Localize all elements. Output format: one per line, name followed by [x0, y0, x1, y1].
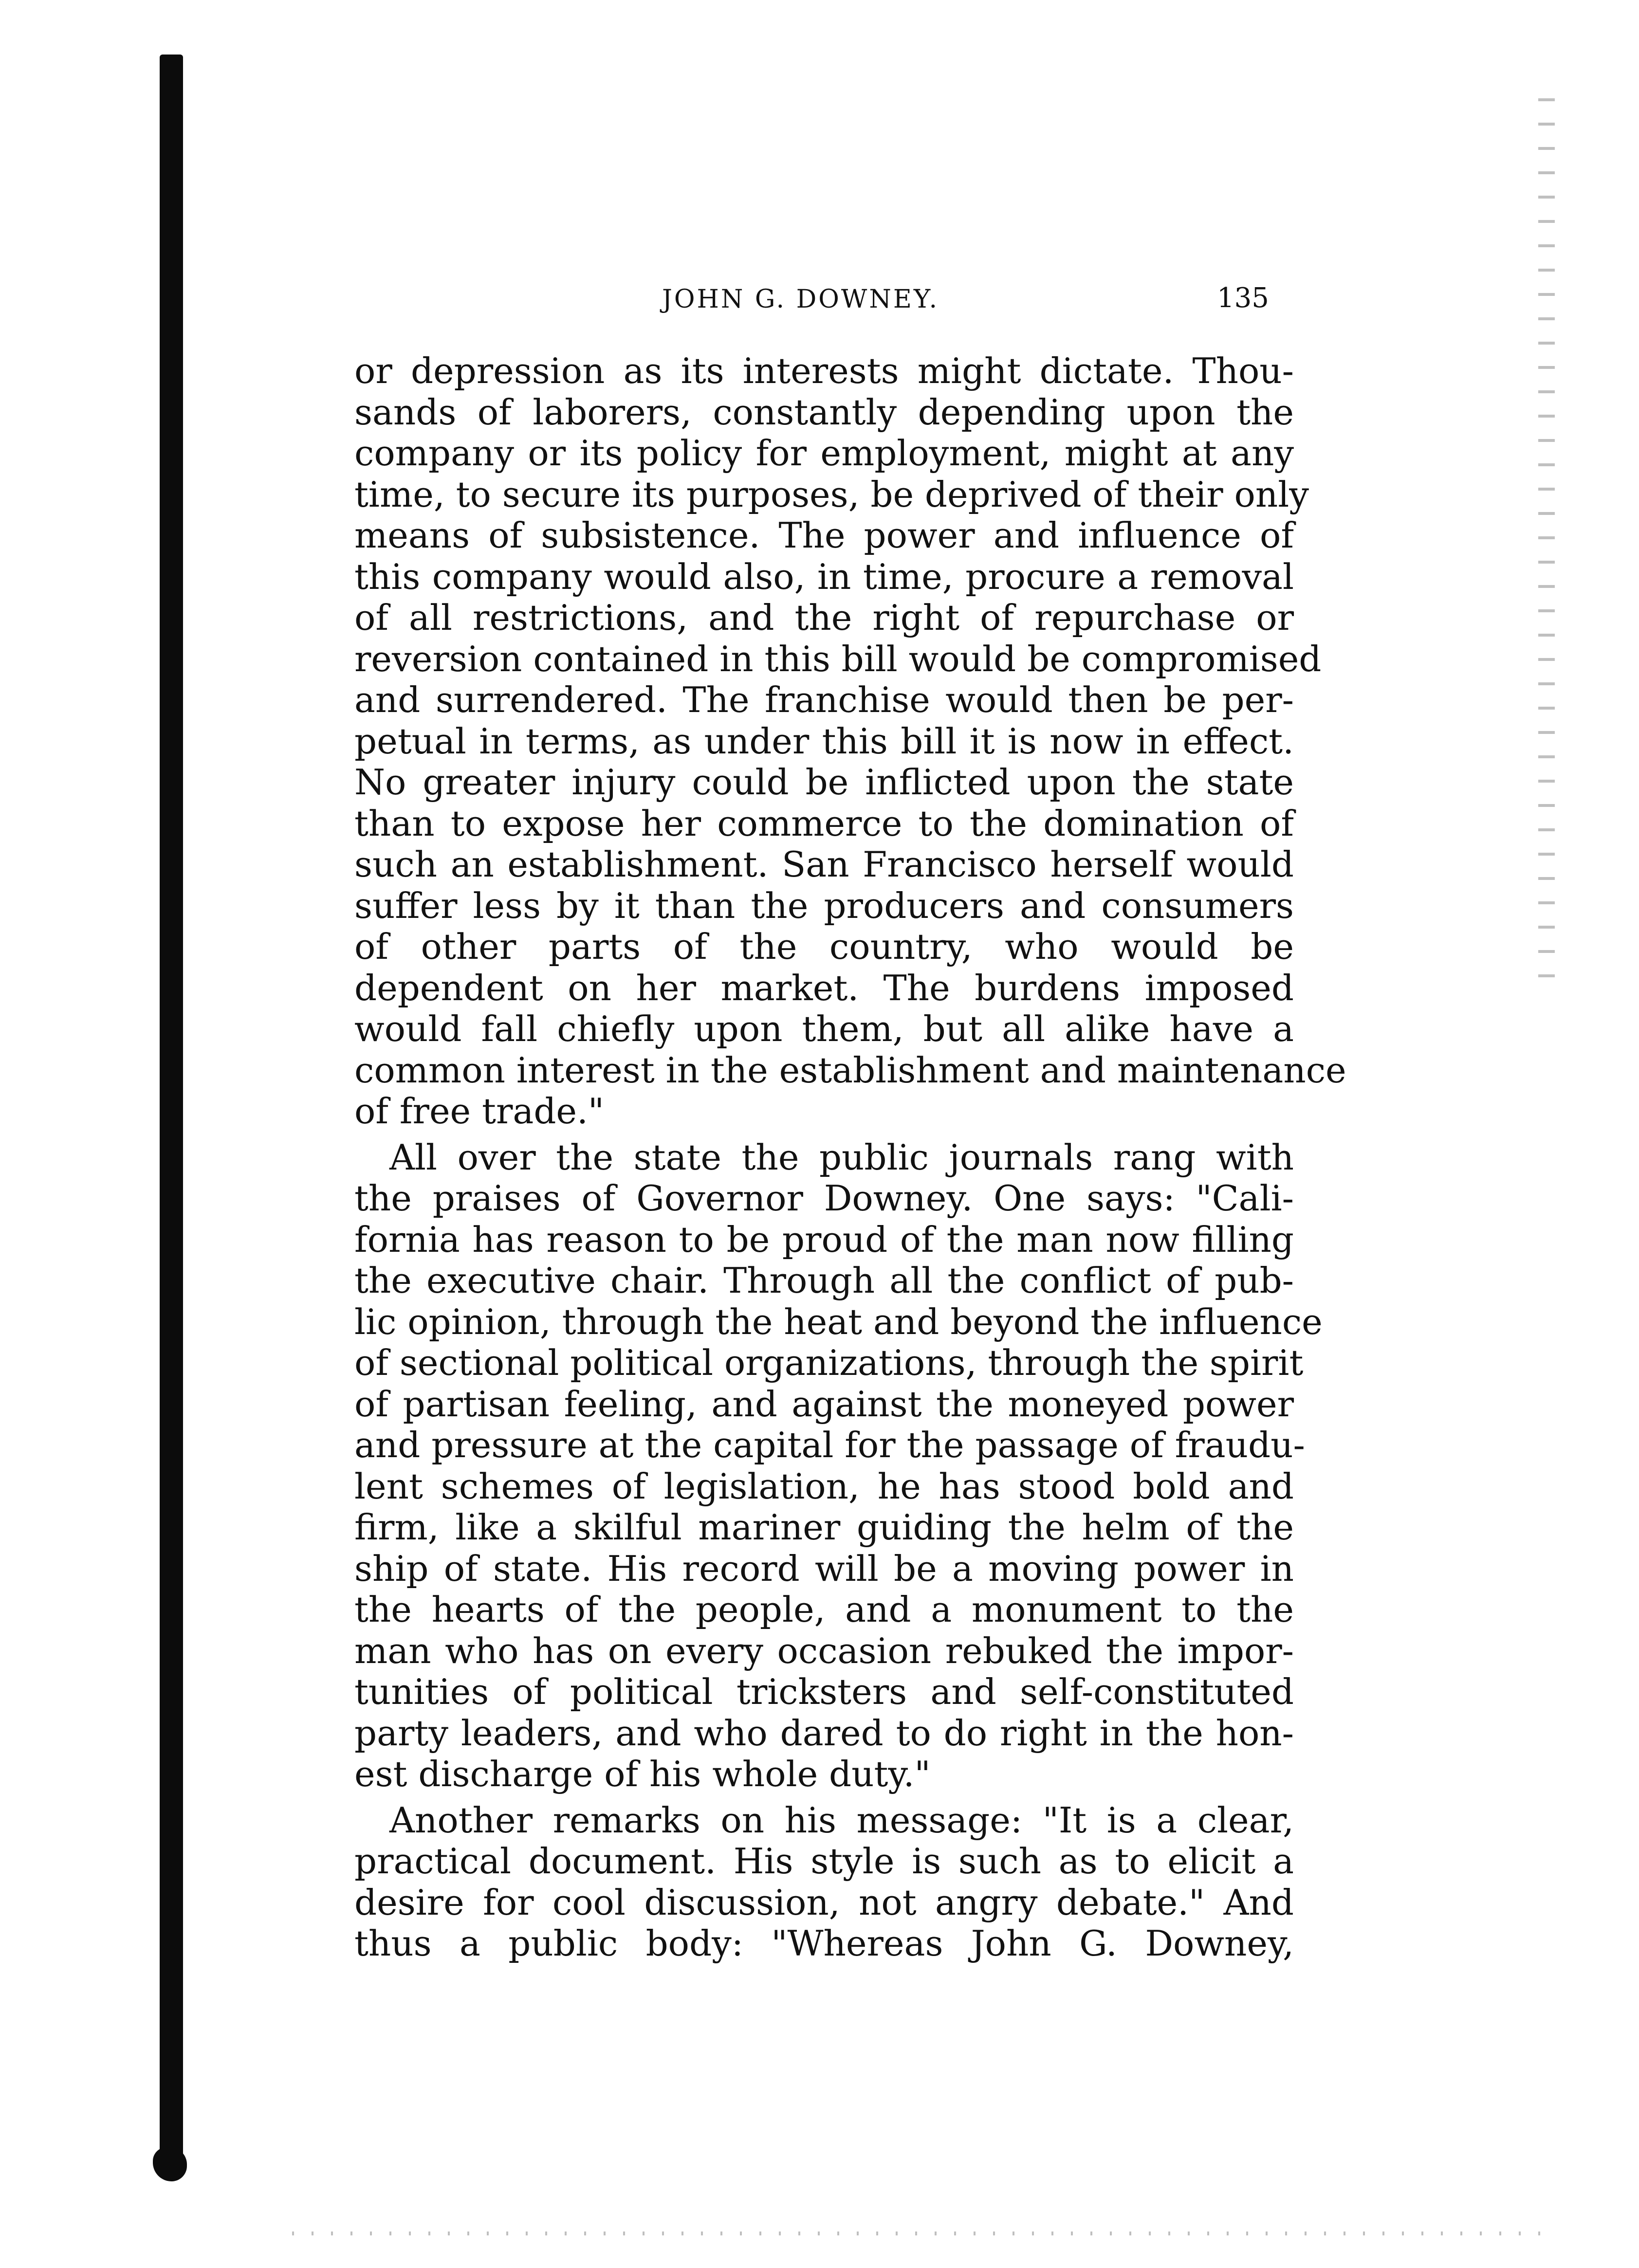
paragraph-first-line: Another remarks on his message: "It is a clear, — [389, 1799, 1294, 1841]
text-line: time, to secure its purposes, be deprived of their only — [354, 474, 1309, 515]
text-line: party leaders, and who dared to do right in the hon- — [354, 1712, 1294, 1754]
text-line: lent schemes of legislation, he has stood bold and — [354, 1465, 1294, 1507]
text-line: petual in terms, as under this bill it is now in effect. — [354, 720, 1294, 762]
text-line: and pressure at the capital for the passage of fraudu- — [354, 1425, 1305, 1465]
text-line: lic opinion, through the heat and beyond the influence — [354, 1301, 1323, 1342]
body-text — [354, 350, 1346, 1964]
text-line: desire for cool discussion, not angry debate." And — [354, 1882, 1294, 1923]
text-line: and surrendered. The franchise would then be per- — [354, 679, 1294, 720]
text-line: than to expose her commerce to the domination of — [354, 803, 1294, 844]
paragraph-first-line: All over the state the public journals rang with — [389, 1136, 1294, 1178]
text-line: of all restrictions, and the right of repurchase or — [354, 597, 1294, 638]
running-head: JOHN G. DOWNEY. — [662, 285, 939, 314]
text-line: No greater injury could be inflicted upon the state — [354, 762, 1294, 803]
text-line: the hearts of the people, and a monument to the — [354, 1589, 1294, 1630]
text-line: of sectional political organizations, through the spirit — [354, 1342, 1304, 1383]
bottom-scan-noise — [292, 2231, 1558, 2235]
text-line: reversion contained in this bill would be compromised — [354, 638, 1322, 679]
text-line: suffer less by it than the producers and consumers — [354, 885, 1294, 926]
text-line: of partisan feeling, and against the moneyed power — [354, 1383, 1294, 1425]
text-line: man who has on every occasion rebuked the impor- — [354, 1630, 1294, 1671]
text-line: of free trade." — [354, 1091, 605, 1132]
margin-scan-noise — [1538, 88, 1555, 988]
text-line: the praises of Governor Downey. One says: "Cali- — [354, 1178, 1294, 1219]
text-line: company or its policy for employment, might at any — [354, 433, 1294, 474]
text-line: practical document. His style is such as to elicit a — [354, 1841, 1294, 1882]
text-line: ship of state. His record will be a moving power in — [354, 1548, 1294, 1589]
text-line: would fall chiefly upon them, but all alike have a — [354, 1008, 1294, 1049]
text-line: such an establishment. San Francisco herself would — [354, 844, 1294, 885]
text-line: tunities of political tricksters and self-constituted — [354, 1671, 1294, 1712]
text-line: thus a public body: "Whereas John G. Downey, — [354, 1923, 1294, 1964]
text-line: or depression as its interests might dictate. Thou- — [354, 350, 1294, 391]
text-line: est discharge of his whole duty." — [354, 1754, 931, 1794]
text-line: firm, like a skilful mariner guiding the helm of the — [354, 1507, 1294, 1548]
text-line: sands of laborers, constantly depending upon the — [354, 391, 1294, 433]
text-line: of other parts of the country, who would be — [354, 926, 1294, 967]
text-line: this company would also, in time, procure a removal — [354, 556, 1294, 597]
text-line: common interest in the establishment and maintenance — [354, 1049, 1346, 1091]
text-line: the executive chair. Through all the conflict of pub- — [354, 1260, 1294, 1301]
page-number: 135 — [1217, 282, 1269, 314]
text-line: fornia has reason to be proud of the man now filling — [354, 1219, 1294, 1260]
binding-edge-shadow — [160, 55, 183, 2167]
text-line: dependent on her market. The burdens imposed — [354, 967, 1294, 1008]
text-line: means of subsistence. The power and influence of — [354, 515, 1294, 556]
